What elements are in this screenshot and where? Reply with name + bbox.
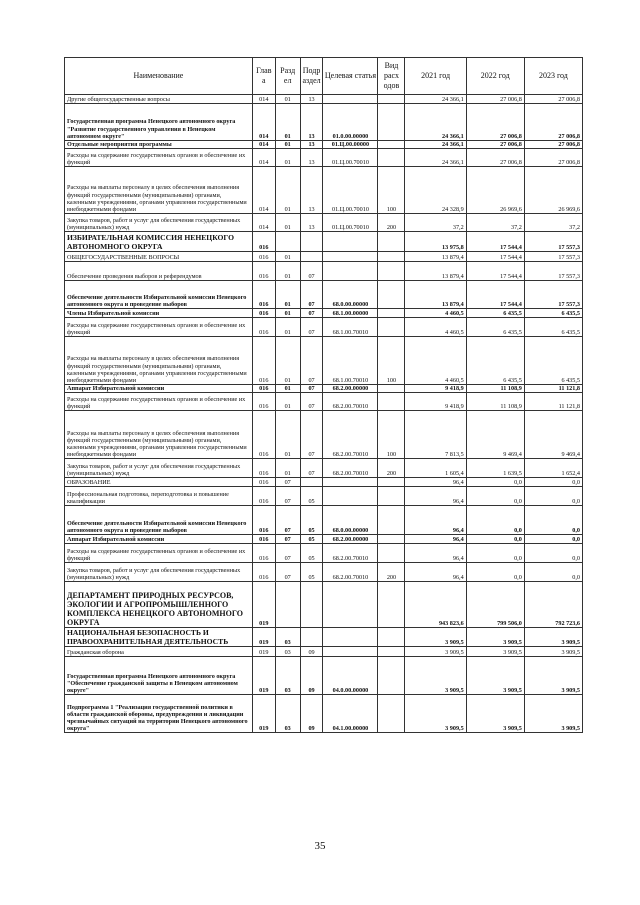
cell-expense-type: 200	[378, 563, 405, 582]
cell-subsection: 07	[300, 337, 323, 385]
cell-year-2023: 17 557,3	[524, 262, 582, 281]
cell-section: 01	[275, 393, 300, 411]
cell-section: 01	[275, 411, 300, 459]
cell-section: 03	[275, 695, 300, 733]
table-row	[65, 167, 583, 214]
cell-target-article: 68.2.00.70010	[323, 393, 378, 411]
cell-subsection: 09	[300, 657, 323, 695]
table-row	[65, 318, 583, 337]
cell-year-2021: 37,2	[405, 214, 466, 232]
cell-chapter: 016	[252, 459, 275, 478]
cell-year-2023: 27 006,8	[524, 149, 582, 167]
cell-year-2022: 9 469,4	[466, 411, 524, 459]
cell-expense-type	[378, 487, 405, 506]
cell-subsection	[300, 252, 323, 262]
table-row	[65, 628, 583, 647]
cell-year-2021: 96,4	[405, 535, 466, 544]
cell-chapter: 016	[252, 393, 275, 411]
cell-expense-type	[378, 393, 405, 411]
cell-year-2021: 7 813,5	[405, 411, 466, 459]
table-row	[65, 337, 583, 385]
table-row	[65, 478, 583, 487]
table-row	[65, 535, 583, 544]
cell-year-2022: 0,0	[466, 478, 524, 487]
cell-year-2021: 3 909,5	[405, 647, 466, 657]
cell-section: 07	[275, 487, 300, 506]
cell-expense-type: 100	[378, 167, 405, 214]
cell-expense-type	[378, 104, 405, 141]
cell-year-2022: 1 639,5	[466, 459, 524, 478]
table-row	[65, 141, 583, 149]
cell-year-2022: 11 108,9	[466, 385, 524, 393]
cell-year-2021: 1 605,4	[405, 459, 466, 478]
cell-name: Закупка товаров, работ и услуг для обеспечения государственных (муниципальных) нужд	[65, 459, 253, 478]
table-row	[65, 411, 583, 459]
cell-year-2023: 3 909,5	[524, 695, 582, 733]
cell-target-article: 68.0.00.00000	[323, 281, 378, 309]
cell-expense-type	[378, 628, 405, 647]
cell-year-2021: 9 418,9	[405, 393, 466, 411]
cell-subsection: 13	[300, 214, 323, 232]
table-row	[65, 385, 583, 393]
cell-target-article: 68.1.00.70010	[323, 337, 378, 385]
cell-chapter: 016	[252, 318, 275, 337]
cell-subsection	[300, 582, 323, 628]
cell-year-2023: 27 006,8	[524, 95, 582, 104]
cell-chapter: 019	[252, 695, 275, 733]
cell-year-2023: 0,0	[524, 535, 582, 544]
cell-year-2022: 3 909,5	[466, 628, 524, 647]
cell-section: 07	[275, 563, 300, 582]
cell-year-2023: 6 435,5	[524, 318, 582, 337]
cell-target-article: 01.Ц.00.00000	[323, 141, 378, 149]
cell-section: 01	[275, 252, 300, 262]
table-row	[65, 459, 583, 478]
header-section: Разд ел	[275, 58, 300, 95]
cell-target-article	[323, 95, 378, 104]
header-name: Наименование	[65, 58, 253, 95]
cell-subsection: 07	[300, 262, 323, 281]
cell-expense-type	[378, 535, 405, 544]
cell-expense-type	[378, 506, 405, 535]
cell-section: 01	[275, 318, 300, 337]
cell-section: 01	[275, 309, 300, 318]
cell-year-2022: 17 544,4	[466, 262, 524, 281]
cell-expense-type	[378, 544, 405, 563]
cell-target-article	[323, 252, 378, 262]
header-subsection: Подр аздел	[300, 58, 323, 95]
cell-name: Расходы на содержание государственных органов и обеспечение их функций	[65, 318, 253, 337]
table-row	[65, 582, 583, 628]
table-row	[65, 281, 583, 309]
cell-subsection: 13	[300, 104, 323, 141]
cell-year-2021: 943 823,6	[405, 582, 466, 628]
cell-name: Расходы на содержание государственных органов и обеспечение их функций	[65, 393, 253, 411]
cell-subsection: 05	[300, 506, 323, 535]
cell-section	[275, 582, 300, 628]
cell-chapter: 016	[252, 232, 275, 252]
cell-expense-type	[378, 582, 405, 628]
cell-year-2021: 96,4	[405, 478, 466, 487]
cell-year-2023: 792 723,6	[524, 582, 582, 628]
cell-section	[275, 232, 300, 252]
cell-target-article: 01.0.00.00000	[323, 104, 378, 141]
table-row	[65, 506, 583, 535]
cell-chapter: 016	[252, 487, 275, 506]
cell-name: Подпрограмма 1 "Реализация государственной политики в области гражданской обороны, предупреждения и ликвидации чрезвычайных ситуаций на территории Ненецкого автономного округа"	[65, 695, 253, 733]
cell-chapter: 014	[252, 149, 275, 167]
cell-target-article: 68.2.00.00000	[323, 535, 378, 544]
cell-year-2023: 3 909,5	[524, 647, 582, 657]
cell-name: Расходы на выплаты персоналу в целях обеспечения выполнения функций государственными (муниципальными) органами, казенными учреждениями, органами управления государственными внебюджетными фондами	[65, 411, 253, 459]
cell-chapter: 014	[252, 104, 275, 141]
table-row	[65, 544, 583, 563]
table-row	[65, 309, 583, 318]
cell-name: Закупка товаров, работ и услуг для обеспечения государственных (муниципальных) нужд	[65, 214, 253, 232]
cell-year-2022: 6 435,5	[466, 309, 524, 318]
cell-chapter: 016	[252, 411, 275, 459]
cell-chapter: 014	[252, 214, 275, 232]
cell-year-2021: 13 975,8	[405, 232, 466, 252]
cell-chapter: 016	[252, 252, 275, 262]
cell-chapter: 016	[252, 478, 275, 487]
header-target-article: Целевая статья	[323, 58, 378, 95]
cell-year-2022: 0,0	[466, 535, 524, 544]
cell-year-2023: 6 435,5	[524, 337, 582, 385]
cell-expense-type	[378, 647, 405, 657]
cell-year-2022: 3 909,5	[466, 695, 524, 733]
cell-expense-type: 100	[378, 411, 405, 459]
cell-target-article	[323, 582, 378, 628]
cell-subsection: 05	[300, 563, 323, 582]
cell-expense-type	[378, 141, 405, 149]
cell-target-article: 68.1.00.00000	[323, 309, 378, 318]
cell-subsection: 13	[300, 95, 323, 104]
cell-target-article: 04.1.00.00000	[323, 695, 378, 733]
header-year-2023: 2023 год	[524, 58, 582, 95]
cell-name: Обеспечение деятельности Избирательной комиссии Ненецкого автономного округа и проведение выборов	[65, 281, 253, 309]
cell-subsection	[300, 478, 323, 487]
table-row	[65, 262, 583, 281]
cell-name: Аппарат Избирательной комиссии	[65, 385, 253, 393]
cell-year-2022: 27 006,8	[466, 141, 524, 149]
cell-section: 07	[275, 535, 300, 544]
cell-section: 01	[275, 262, 300, 281]
cell-expense-type	[378, 281, 405, 309]
cell-section: 03	[275, 628, 300, 647]
cell-name: Государственная программа Ненецкого автономного округа "Развитие государственного управления в Ненецком автономном округе"	[65, 104, 253, 141]
cell-target-article: 68.0.00.00000	[323, 506, 378, 535]
cell-subsection	[300, 628, 323, 647]
cell-year-2022: 0,0	[466, 506, 524, 535]
cell-subsection: 07	[300, 281, 323, 309]
cell-year-2023: 3 909,5	[524, 628, 582, 647]
cell-year-2023: 11 121,8	[524, 393, 582, 411]
cell-target-article: 04.0.00.00000	[323, 657, 378, 695]
cell-year-2023: 17 557,3	[524, 252, 582, 262]
cell-chapter: 016	[252, 262, 275, 281]
cell-target-article: 68.2.00.00000	[323, 385, 378, 393]
cell-target-article: 68.1.00.70010	[323, 318, 378, 337]
cell-target-article	[323, 232, 378, 252]
cell-year-2023: 1 652,4	[524, 459, 582, 478]
cell-name: Государственная программа Ненецкого автономного округа "Обеспечение гражданской защиты в Ненецком автономном округе"	[65, 657, 253, 695]
cell-expense-type	[378, 232, 405, 252]
cell-name: Другие общегосударственные вопросы	[65, 95, 253, 104]
table-row	[65, 695, 583, 733]
table-row	[65, 95, 583, 104]
cell-name: Обеспечение проведения выборов и референдумов	[65, 262, 253, 281]
cell-section: 01	[275, 141, 300, 149]
cell-expense-type	[378, 385, 405, 393]
cell-chapter: 016	[252, 544, 275, 563]
table-row	[65, 563, 583, 582]
cell-section: 07	[275, 478, 300, 487]
cell-expense-type	[378, 149, 405, 167]
header-year-2021: 2021 год	[405, 58, 466, 95]
cell-name: Отдельные мероприятия программы	[65, 141, 253, 149]
cell-name: Аппарат Избирательной комиссии	[65, 535, 253, 544]
cell-year-2022: 6 435,5	[466, 318, 524, 337]
cell-subsection: 05	[300, 535, 323, 544]
cell-subsection	[300, 232, 323, 252]
cell-section: 01	[275, 281, 300, 309]
cell-name: ИЗБИРАТЕЛЬНАЯ КОМИССИЯ НЕНЕЦКОГО АВТОНОМНОГО ОКРУГА	[65, 232, 253, 252]
cell-year-2023: 9 469,4	[524, 411, 582, 459]
header-year-2022: 2022 год	[466, 58, 524, 95]
cell-name: Профессиональная подготовка, переподготовка и повышение квалификации	[65, 487, 253, 506]
cell-name: Закупка товаров, работ и услуг для обеспечения государственных (муниципальных) нужд	[65, 563, 253, 582]
table-row	[65, 252, 583, 262]
cell-year-2021: 24 366,1	[405, 141, 466, 149]
cell-target-article	[323, 262, 378, 281]
cell-year-2022: 17 544,4	[466, 281, 524, 309]
table-row	[65, 214, 583, 232]
cell-name: ДЕПАРТАМЕНТ ПРИРОДНЫХ РЕСУРСОВ, ЭКОЛОГИИ И АГРОПРОМЫШЛЕННОГО КОМПЛЕКСА НЕНЕЦКОГО АВТОНОМНОГО ОКРУГА	[65, 582, 253, 628]
cell-chapter: 016	[252, 281, 275, 309]
cell-expense-type	[378, 657, 405, 695]
cell-year-2022: 0,0	[466, 487, 524, 506]
cell-name: Расходы на содержание государственных органов и обеспечение их функций	[65, 149, 253, 167]
cell-chapter: 014	[252, 141, 275, 149]
cell-year-2022: 37,2	[466, 214, 524, 232]
cell-chapter: 016	[252, 535, 275, 544]
cell-year-2022: 0,0	[466, 544, 524, 563]
cell-year-2022: 26 969,6	[466, 167, 524, 214]
cell-target-article: 68.2.00.70010	[323, 563, 378, 582]
cell-section: 01	[275, 337, 300, 385]
cell-section: 01	[275, 459, 300, 478]
budget-table-container	[64, 57, 583, 733]
cell-chapter: 019	[252, 628, 275, 647]
cell-year-2021: 13 879,4	[405, 281, 466, 309]
cell-expense-type	[378, 252, 405, 262]
table-row	[65, 104, 583, 141]
cell-subsection: 07	[300, 393, 323, 411]
cell-year-2022: 3 909,5	[466, 647, 524, 657]
cell-expense-type: 200	[378, 214, 405, 232]
cell-chapter: 014	[252, 167, 275, 214]
cell-target-article	[323, 647, 378, 657]
cell-year-2021: 24 366,1	[405, 104, 466, 141]
cell-year-2022: 17 544,4	[466, 232, 524, 252]
cell-section: 07	[275, 506, 300, 535]
cell-subsection: 07	[300, 318, 323, 337]
cell-year-2021: 4 460,5	[405, 309, 466, 318]
header-chapter: Глав а	[252, 58, 275, 95]
table-row	[65, 393, 583, 411]
cell-year-2021: 3 909,5	[405, 695, 466, 733]
cell-section: 01	[275, 104, 300, 141]
cell-target-article: 68.2.00.70010	[323, 544, 378, 563]
cell-year-2022: 11 108,9	[466, 393, 524, 411]
cell-subsection: 07	[300, 385, 323, 393]
budget-table	[64, 57, 583, 733]
cell-year-2021: 96,4	[405, 506, 466, 535]
cell-section: 01	[275, 214, 300, 232]
cell-expense-type	[378, 318, 405, 337]
cell-year-2023: 26 969,6	[524, 167, 582, 214]
cell-target-article: 68.2.00.70010	[323, 459, 378, 478]
cell-year-2021: 24 366,1	[405, 149, 466, 167]
cell-name: Расходы на выплаты персоналу в целях обеспечения выполнения функций государственными (муниципальными) органами, казенными учреждениями, органами управления государственными внебюджетными фондами	[65, 167, 253, 214]
cell-subsection: 09	[300, 695, 323, 733]
cell-section: 01	[275, 167, 300, 214]
cell-subsection: 07	[300, 309, 323, 318]
cell-subsection: 05	[300, 544, 323, 563]
cell-subsection: 05	[300, 487, 323, 506]
cell-year-2023: 0,0	[524, 487, 582, 506]
cell-year-2022: 27 006,8	[466, 104, 524, 141]
cell-year-2022: 6 435,5	[466, 337, 524, 385]
cell-year-2023: 3 909,5	[524, 657, 582, 695]
cell-name: Обеспечение деятельности Избирательной комиссии Ненецкого автономного округа и проведение выборов	[65, 506, 253, 535]
cell-year-2021: 24 366,1	[405, 95, 466, 104]
cell-chapter: 016	[252, 337, 275, 385]
cell-subsection: 07	[300, 411, 323, 459]
cell-name: ОБЩЕГОСУДАРСТВЕННЫЕ ВОПРОСЫ	[65, 252, 253, 262]
cell-expense-type	[378, 262, 405, 281]
cell-target-article: 01.Ц.00.70010	[323, 167, 378, 214]
cell-year-2022: 17 544,4	[466, 252, 524, 262]
cell-expense-type: 100	[378, 337, 405, 385]
cell-section: 03	[275, 647, 300, 657]
cell-year-2023: 27 006,8	[524, 104, 582, 141]
cell-chapter: 014	[252, 95, 275, 104]
cell-year-2023: 6 435,5	[524, 309, 582, 318]
cell-chapter: 016	[252, 385, 275, 393]
cell-subsection: 13	[300, 141, 323, 149]
cell-subsection: 09	[300, 647, 323, 657]
cell-year-2022: 799 506,0	[466, 582, 524, 628]
cell-year-2021: 96,4	[405, 487, 466, 506]
table-row	[65, 487, 583, 506]
cell-name: Члены Избирательной комиссии	[65, 309, 253, 318]
cell-year-2021: 3 909,5	[405, 628, 466, 647]
table-row	[65, 149, 583, 167]
cell-year-2021: 13 879,4	[405, 252, 466, 262]
cell-subsection: 13	[300, 167, 323, 214]
cell-chapter: 019	[252, 657, 275, 695]
cell-year-2022: 27 006,8	[466, 95, 524, 104]
cell-expense-type	[378, 309, 405, 318]
cell-name: Гражданская оборона	[65, 647, 253, 657]
cell-section: 07	[275, 544, 300, 563]
cell-chapter: 016	[252, 563, 275, 582]
cell-year-2023: 0,0	[524, 478, 582, 487]
cell-subsection: 13	[300, 149, 323, 167]
cell-year-2023: 37,2	[524, 214, 582, 232]
cell-year-2022: 27 006,8	[466, 149, 524, 167]
cell-name: Расходы на содержание государственных органов и обеспечение их функций	[65, 544, 253, 563]
page-number: 35	[314, 840, 326, 852]
cell-expense-type	[378, 478, 405, 487]
cell-year-2023: 17 557,3	[524, 232, 582, 252]
cell-expense-type: 200	[378, 459, 405, 478]
cell-year-2021: 96,4	[405, 563, 466, 582]
cell-expense-type	[378, 695, 405, 733]
cell-target-article: 01.Ц.00.70010	[323, 149, 378, 167]
cell-subsection: 07	[300, 459, 323, 478]
table-row	[65, 232, 583, 252]
cell-expense-type	[378, 95, 405, 104]
cell-year-2022: 0,0	[466, 563, 524, 582]
cell-chapter: 019	[252, 582, 275, 628]
cell-chapter: 016	[252, 506, 275, 535]
cell-section: 01	[275, 385, 300, 393]
cell-name: Расходы на выплаты персоналу в целях обеспечения выполнения функций государственными (муниципальными) органами, казенными учреждениями, органами управления государственными внебюджетными фондами	[65, 337, 253, 385]
cell-year-2023: 0,0	[524, 506, 582, 535]
cell-year-2021: 9 418,9	[405, 385, 466, 393]
cell-year-2023: 11 121,8	[524, 385, 582, 393]
cell-name: НАЦИОНАЛЬНАЯ БЕЗОПАСНОСТЬ И ПРАВООХРАНИТЕЛЬНАЯ ДЕЯТЕЛЬНОСТЬ	[65, 628, 253, 647]
cell-year-2022: 3 909,5	[466, 657, 524, 695]
cell-year-2023: 17 557,3	[524, 281, 582, 309]
cell-year-2021: 4 460,5	[405, 337, 466, 385]
cell-section: 01	[275, 149, 300, 167]
cell-chapter: 019	[252, 647, 275, 657]
cell-target-article: 01.Ц.00.70010	[323, 214, 378, 232]
cell-section: 01	[275, 95, 300, 104]
table-row	[65, 647, 583, 657]
header-expense-type: Вид расх одов	[378, 58, 405, 95]
cell-chapter: 016	[252, 309, 275, 318]
cell-target-article	[323, 628, 378, 647]
cell-year-2021: 24 328,9	[405, 167, 466, 214]
header-row	[65, 58, 583, 95]
cell-year-2023: 0,0	[524, 563, 582, 582]
cell-year-2021: 4 460,5	[405, 318, 466, 337]
cell-name: ОБРАЗОВАНИЕ	[65, 478, 253, 487]
cell-year-2023: 27 006,8	[524, 141, 582, 149]
cell-year-2023: 0,0	[524, 544, 582, 563]
cell-target-article	[323, 487, 378, 506]
table-row	[65, 657, 583, 695]
cell-section: 03	[275, 657, 300, 695]
cell-target-article: 68.2.00.70010	[323, 411, 378, 459]
cell-year-2021: 13 879,4	[405, 262, 466, 281]
cell-year-2021: 3 909,5	[405, 657, 466, 695]
cell-year-2021: 96,4	[405, 544, 466, 563]
cell-target-article	[323, 478, 378, 487]
